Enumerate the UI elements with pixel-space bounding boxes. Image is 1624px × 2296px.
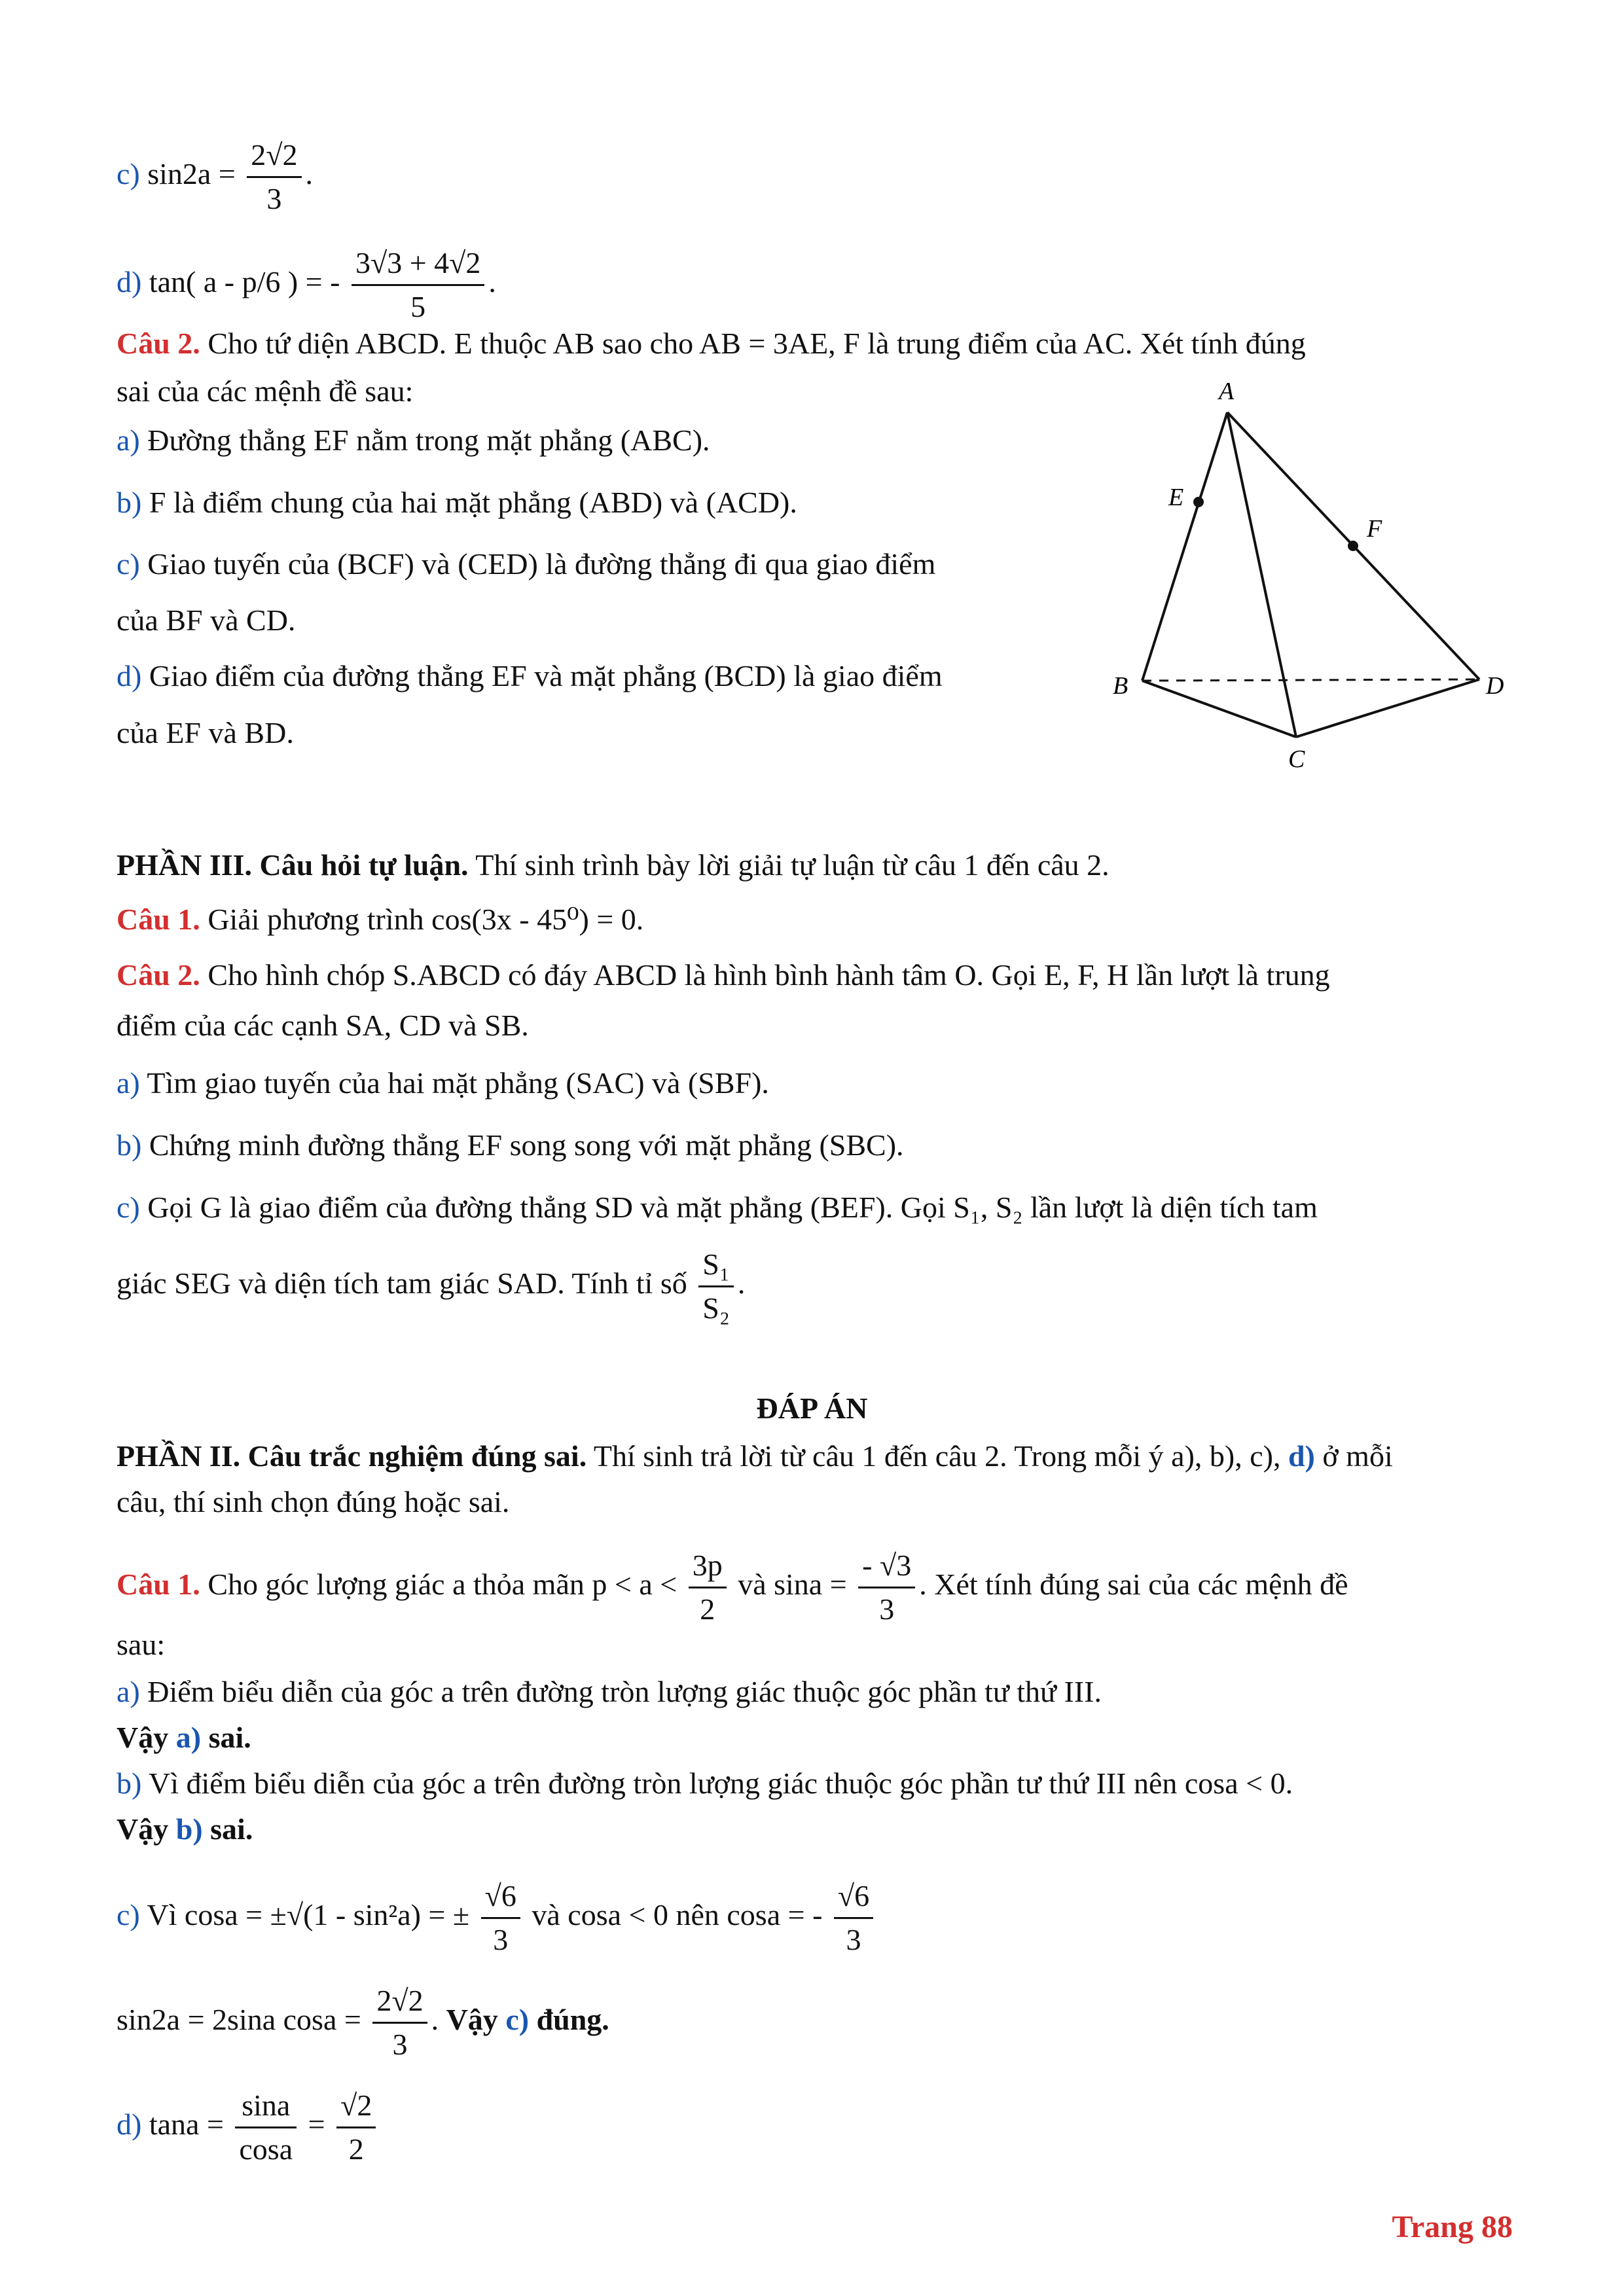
- part3-q2-line2: [117, 1006, 529, 1045]
- item-mid: và cosa < 0 nên cosa = -: [532, 1898, 823, 1932]
- edge-BD-hidden: [1142, 679, 1479, 681]
- part3-q2-c-cont: [117, 1244, 745, 1329]
- question-label: Câu 1.: [117, 1568, 200, 1602]
- denominator: 5: [410, 290, 426, 323]
- answers-d: [117, 2085, 380, 2170]
- fraction-sqrt6-2: [834, 1875, 873, 1961]
- fraction-sqrt3: [858, 1545, 915, 1630]
- verdict: đúng.: [536, 2003, 609, 2037]
- question-label: Câu 1.: [117, 903, 200, 936]
- item-label: b): [117, 1128, 142, 1162]
- denominator: 2: [700, 1592, 715, 1626]
- end: .: [737, 1266, 746, 1300]
- item-label: a): [117, 1675, 140, 1708]
- fraction-sin-cos: [235, 2085, 297, 2170]
- item-label: b): [117, 486, 142, 519]
- answers-q1-line2: [117, 1625, 165, 1664]
- item-label: a): [117, 1066, 140, 1100]
- vay: Vậy: [446, 2003, 498, 2037]
- verdict: sai.: [208, 1721, 251, 1754]
- question-text: Cho tứ diện ABCD. E thuộc AB sao cho AB = 3AE, F là trung điểm của AC. Xét tính đúng: [208, 327, 1306, 360]
- question-end: . Xét tính đúng sai của các mệnh đề: [919, 1568, 1348, 1602]
- denominator: 3: [392, 2028, 408, 2061]
- part3-q1: [117, 900, 643, 939]
- question-text: điểm của các cạnh SA, CD và SB.: [117, 1009, 529, 1042]
- heading-bold: PHẦN III. Câu hỏi tự luận.: [117, 848, 469, 882]
- math-lhs: tan( a - p/6 ) = -: [149, 265, 340, 299]
- question-label: Câu 2.: [117, 327, 200, 360]
- item-text: của BF và CD.: [117, 603, 296, 637]
- denominator: 3: [879, 1592, 895, 1626]
- part3-q2-c: [117, 1188, 1318, 1227]
- edge-AC: [1227, 412, 1296, 737]
- question-text: Cho góc lượng giác a thỏa mãn p < a <: [208, 1568, 677, 1602]
- verdict-label: a): [175, 1721, 202, 1754]
- end: .: [305, 157, 314, 191]
- item-text: Chứng minh đường thẳng EF song song với mặt phẳng (SBC).: [149, 1128, 904, 1162]
- end: .: [488, 265, 496, 299]
- item-label: b): [117, 1767, 142, 1800]
- equals: =: [308, 2108, 325, 2142]
- question-text: Giải phương trình cos(3x - 45⁰) = 0.: [208, 903, 644, 936]
- heading-rest: Thí sinh trình bày lời giải tự luận từ câu 1 đến câu 2.: [468, 848, 1110, 882]
- vay: Vậy: [117, 1721, 169, 1754]
- item-text: Vì điểm biểu diễn của góc a trên đường tròn lượng giác thuộc góc phần tư thứ III nên cosa < 0.: [149, 1767, 1293, 1800]
- denominator: 2: [348, 2132, 364, 2166]
- answers-c2: [117, 1980, 609, 2066]
- cau2-line1: [117, 324, 1306, 363]
- numerator: √6: [834, 1875, 873, 1919]
- part3-q2-line1: [117, 956, 1330, 995]
- top-d-line: [117, 242, 496, 328]
- numerator: 3√3 + 4√2: [352, 242, 484, 286]
- point-F: [1348, 541, 1358, 551]
- numerator: 3p: [689, 1545, 727, 1588]
- item-label: c): [117, 1191, 140, 1224]
- heading-text: câu, thí sinh chọn đúng hoặc sai.: [117, 1485, 510, 1518]
- label-C: C: [1288, 745, 1305, 773]
- denominator: 3: [266, 182, 282, 215]
- numerator: sina: [235, 2085, 297, 2128]
- cau2-item-c-cont: [117, 601, 295, 640]
- cau2-line2: [117, 372, 413, 411]
- item-text: Đường thẳng EF nằm trong mặt phẳng (ABC).: [147, 423, 710, 457]
- cau2-item-b: [117, 483, 797, 522]
- answers-part2-heading: [117, 1437, 1393, 1476]
- part3-q2-a: [117, 1064, 769, 1103]
- item-label: d): [117, 659, 142, 692]
- answers-c: [117, 1875, 877, 1961]
- verdict-label: c): [505, 2003, 530, 2037]
- label: d): [117, 265, 142, 299]
- question-mid: và sina =: [738, 1568, 847, 1602]
- cau2-item-a: [117, 421, 710, 460]
- item-text: Gọi G là giao điểm của đường thẳng SD và mặt phẳng (BEF). Gọi S₁, S₂ lần lượt là diện tích tam: [147, 1191, 1318, 1224]
- verdict-label: b): [175, 1812, 203, 1846]
- fraction: [352, 242, 484, 328]
- item-text: giác SEG và diện tích tam giác SAD. Tính tỉ số: [117, 1266, 687, 1300]
- question-text: sau:: [117, 1628, 166, 1661]
- end: .: [431, 2003, 439, 2037]
- fraction-sqrt6: [481, 1875, 520, 1961]
- question-text: Cho hình chóp S.ABCD có đáy ABCD là hình bình hành tâm O. Gọi E, F, H lần lượt là trung: [208, 958, 1330, 992]
- vay: Vậy: [117, 1812, 169, 1846]
- item-text: của EF và BD.: [117, 716, 294, 749]
- verdict: sai.: [210, 1812, 253, 1846]
- edge-CD: [1296, 679, 1479, 737]
- fraction: [247, 134, 301, 220]
- item-text: F là điểm chung của hai mặt phẳng (ABD) và (ACD).: [149, 486, 797, 519]
- heading-d: d): [1288, 1439, 1315, 1473]
- numerator: S₁: [698, 1244, 734, 1287]
- top-c-line: [117, 134, 313, 220]
- math-lhs: tana =: [149, 2108, 224, 2142]
- numerator: - √3: [858, 1545, 915, 1588]
- label: c): [117, 157, 140, 191]
- answers-title: ĐÁP ÁN: [756, 1391, 868, 1425]
- label-D: D: [1486, 672, 1504, 700]
- fraction-sqrt2-2: [336, 2085, 376, 2170]
- fraction-3p-2: [689, 1545, 727, 1630]
- item-text: Tìm giao tuyến của hai mặt phẳng (SAC) và (SBF).: [147, 1066, 769, 1100]
- numerator: 2√2: [372, 1980, 427, 2024]
- denominator: 3: [846, 1923, 861, 1956]
- cau2-item-d-cont: [117, 713, 294, 753]
- heading-rest2: ở mỗi: [1314, 1439, 1393, 1473]
- denominator: S₂: [702, 1291, 730, 1325]
- numerator: √2: [336, 2085, 376, 2128]
- cau2-item-c: [117, 545, 935, 584]
- math-lhs: sin2a =: [147, 157, 236, 191]
- numerator: √6: [481, 1875, 520, 1919]
- edge-BC: [1142, 681, 1296, 737]
- item-label: a): [117, 423, 140, 457]
- label-B: B: [1113, 672, 1128, 700]
- answers-a: [117, 1672, 1102, 1712]
- item-text: Điểm biểu diễn của góc a trên đường tròn lượng giác thuộc góc phần tư thứ III.: [147, 1675, 1102, 1708]
- page-number: Trang 88: [1392, 2210, 1513, 2244]
- label-E: E: [1168, 484, 1184, 511]
- item-text: Vì cosa = ±√(1 - sin²a) = ±: [147, 1898, 470, 1932]
- item-text: Giao điểm của đường thẳng EF và mặt phẳng (BCD) là giao điểm: [149, 659, 943, 692]
- item-label: c): [117, 547, 140, 581]
- answers-b: [117, 1764, 1293, 1803]
- point-E: [1193, 497, 1204, 507]
- fraction: [698, 1244, 734, 1329]
- part3-heading: [117, 846, 1110, 885]
- fraction-2sqrt2: [372, 1980, 427, 2066]
- tetrahedron-figure: [1106, 367, 1519, 779]
- question-label: Câu 2.: [117, 958, 200, 992]
- answers-a-verdict: [117, 1718, 251, 1757]
- heading-rest: Thí sinh trả lời từ câu 1 đến câu 2. Trong mỗi ý a), b), c),: [586, 1439, 1281, 1473]
- item-text: Giao tuyến của (BCF) và (CED) là đường thẳng đi qua giao điểm: [147, 547, 936, 581]
- edge-AB: [1142, 412, 1227, 681]
- answers-q1: [117, 1545, 1348, 1630]
- part3-q2-b: [117, 1126, 904, 1165]
- denominator: 3: [493, 1923, 509, 1956]
- item-label: c): [117, 1898, 140, 1932]
- label-F: F: [1367, 515, 1382, 543]
- numerator: 2√2: [247, 134, 301, 178]
- math-lhs: sin2a = 2sina cosa =: [117, 2003, 361, 2037]
- heading-bold: PHẦN II. Câu trắc nghiệm đúng sai.: [117, 1439, 587, 1473]
- answers-part2-line2: [117, 1482, 509, 1522]
- answers-b-verdict: [117, 1810, 253, 1849]
- item-label: d): [117, 2108, 142, 2142]
- label-A: A: [1219, 378, 1235, 405]
- question-text: sai của các mệnh đề sau:: [117, 374, 414, 408]
- denominator: cosa: [239, 2132, 293, 2166]
- cau2-item-d: [117, 656, 943, 696]
